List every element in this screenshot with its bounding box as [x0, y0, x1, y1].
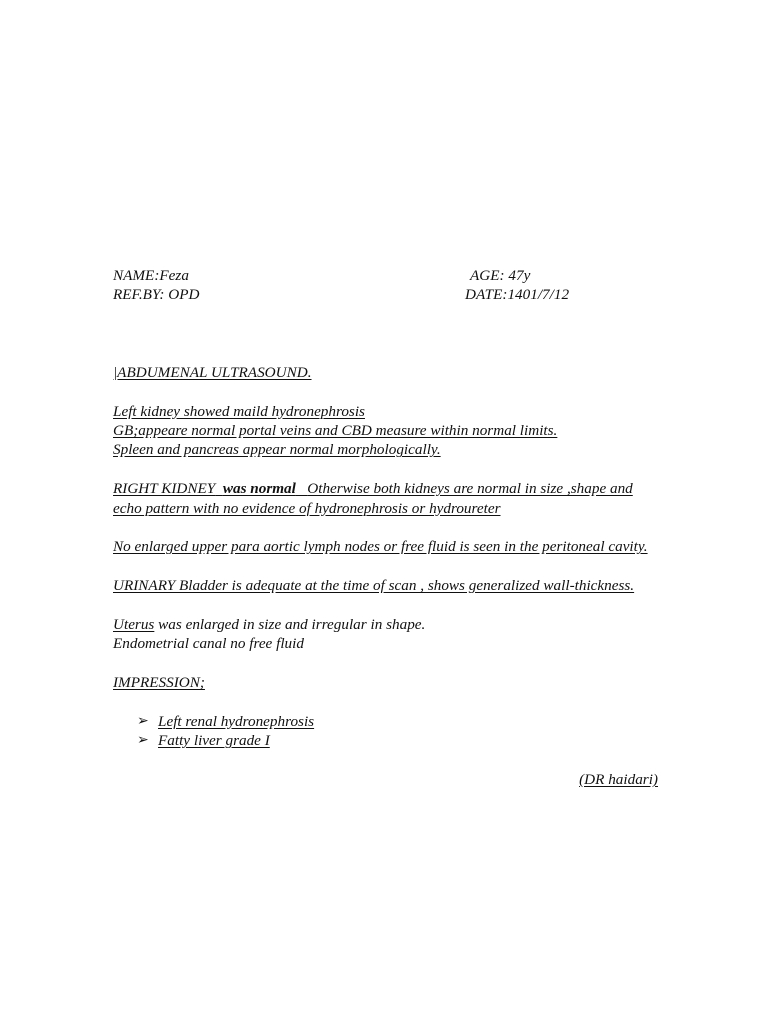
impression-text: Fatty liver grade I	[158, 732, 270, 750]
finding-right-kidney	[113, 479, 658, 518]
report-date: DATE:1401/7/12	[465, 286, 570, 304]
header-row-2	[113, 285, 658, 304]
list-item	[137, 712, 658, 731]
arrowhead-bullet-icon: ➢	[137, 713, 149, 729]
right-kidney-normal: was normal	[222, 480, 296, 498]
finding-gb: GB;appeare normal portal veins and CBD measure within normal limits.	[113, 421, 558, 439]
finding-left-kidney: Left kidney showed maild hydronephrosis	[113, 402, 365, 420]
signature: (DR haidari)	[579, 771, 658, 789]
impression-list	[113, 712, 658, 751]
ultrasound-report	[113, 266, 658, 790]
patient-name: NAME:Feza	[113, 267, 189, 284]
impression-title: IMPRESSION;	[113, 674, 205, 692]
uterus-label: Uterus	[113, 615, 155, 633]
report-title: |ABDUMENAL ULTRASOUND.	[113, 363, 312, 381]
finding-uterus	[113, 615, 658, 634]
finding-bladder: URINARY Bladder is adequate at the time of scan , shows generalized wall-thickness.	[113, 577, 635, 595]
header-row-1	[113, 266, 658, 285]
arrowhead-bullet-icon: ➢	[137, 733, 149, 749]
referred-by: REF.BY: OPD	[113, 286, 200, 304]
list-item	[137, 731, 658, 750]
right-kidney-detail: Otherwise both kidneys are normal in size ,shape and echo pattern with no evidence of hydronephrosis or hydroureter	[113, 480, 633, 517]
right-kidney-label: RIGHT KIDNEY	[113, 480, 216, 498]
uterus-detail: was enlarged in size and irregular in shape.	[158, 615, 426, 633]
finding-spleen: Spleen and pancreas appear normal morphologically.	[113, 441, 441, 459]
patient-age: AGE: 47y	[470, 267, 531, 284]
impression-text: Left renal hydronephrosis	[158, 712, 315, 730]
finding-endometrial: Endometrial canal no free fluid	[113, 635, 304, 653]
finding-lymph-nodes: No enlarged upper para aortic lymph nodes or free fluid is seen in the peritoneal cavity.	[113, 538, 648, 556]
